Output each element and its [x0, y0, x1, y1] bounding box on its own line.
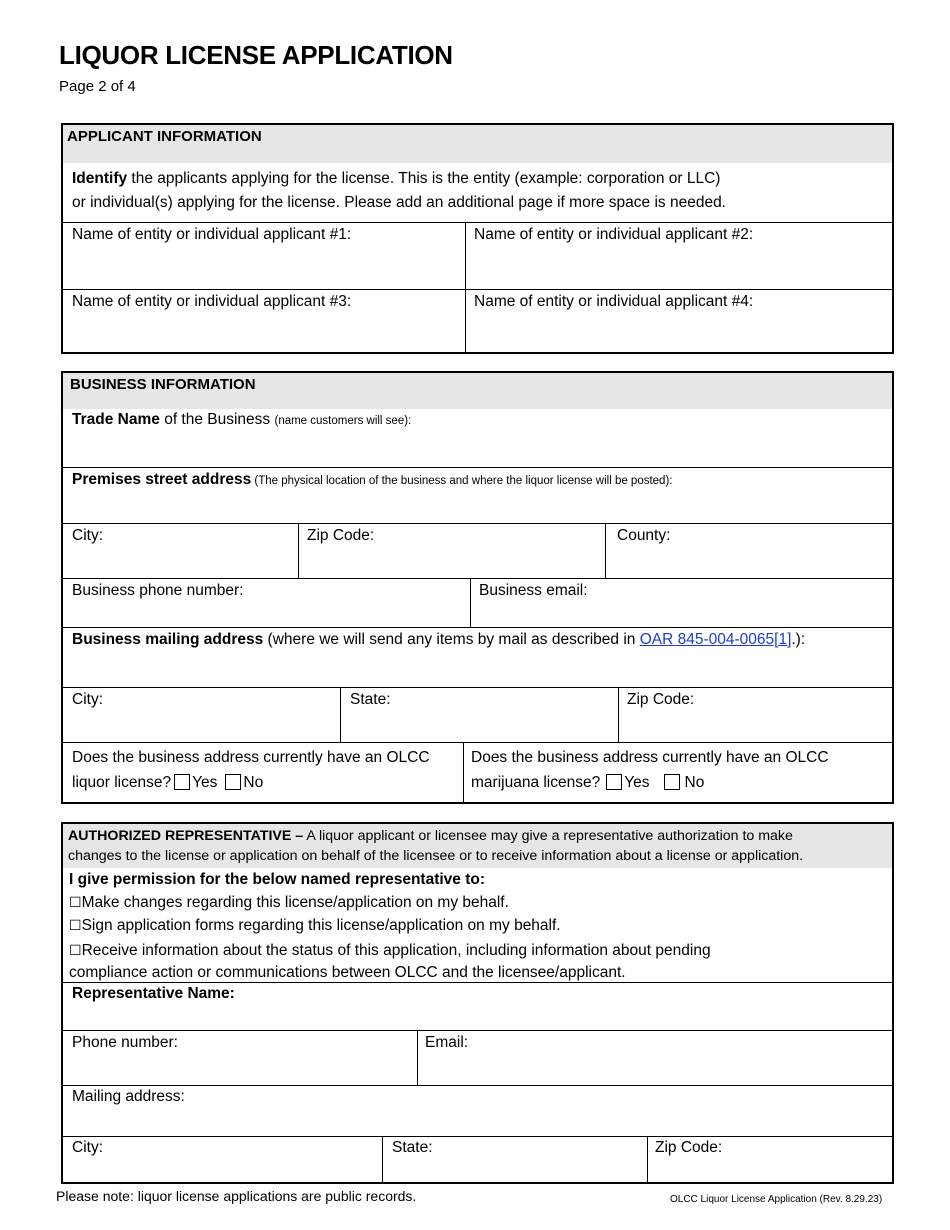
rep-heading-bold: AUTHORIZED REPRESENTATIVE –: [68, 828, 304, 844]
applicant-instructions: [72, 167, 887, 215]
applicant-2-label: Name of entity or individual applicant #2:: [474, 226, 754, 243]
identify-bold: Identify: [72, 170, 128, 187]
identify-line1: the applicants applying for the license. This is the entity (example: corporation or LLC): [127, 170, 721, 187]
perm2-label: Sign application forms regarding this license/application on my behalf.: [81, 917, 561, 934]
marijuana-license-question: [464, 743, 892, 802]
marijuana-no-label: No: [684, 774, 705, 791]
applicant-1-label: Name of entity or individual applicant #1:: [72, 226, 352, 243]
form-revision: OLCC Liquor License Application (Rev. 8.29.23): [670, 1194, 883, 1205]
public-records-note: Please note: liquor license applications are public records.: [56, 1188, 417, 1204]
perm3-line2: compliance action or communications between OLCC and the licensee/applicant.: [69, 964, 626, 981]
applicant-information-section: [61, 123, 894, 354]
business-phone-label: Business phone number:: [72, 582, 244, 599]
permission-make-changes[interactable]: [69, 894, 509, 912]
rep-zip-field[interactable]: [648, 1137, 892, 1182]
mailing-city-label: City:: [72, 691, 103, 708]
liquor-question-line2: liquor license?: [72, 774, 172, 791]
rep-heading-rest: A liquor applicant or licensee may give a representative authorization to make: [303, 828, 793, 844]
liquor-no-checkbox[interactable]: [225, 774, 241, 790]
liquor-question-line1: Does the business address currently have an OLCC: [72, 749, 430, 766]
perm3-line1: Receive information about the status of this application, including information about pending: [81, 942, 711, 959]
permission-receive-info[interactable]: [69, 940, 711, 983]
rep-zip-label: Zip Code:: [655, 1139, 723, 1156]
premises-city-field[interactable]: [63, 524, 298, 578]
mailing-zip-label: Zip Code:: [627, 691, 695, 708]
page-title: LIQUOR LICENSE APPLICATION: [59, 40, 453, 70]
identify-line2: or individual(s) applying for the license. Please add an additional page if more space is needed.: [72, 194, 726, 211]
applicant-2-field[interactable]: [466, 223, 892, 289]
checkbox-icon[interactable]: ☐: [69, 895, 82, 911]
rep-name-label: Representative Name:: [72, 985, 235, 1002]
applicant-3-field[interactable]: [63, 290, 465, 352]
rep-state-label: State:: [392, 1139, 433, 1156]
applicant-4-field[interactable]: [466, 290, 892, 352]
business-email-label: Business email:: [479, 582, 588, 599]
rep-heading-line2: changes to the license or application on behalf of the licensee or to receive information about a license or application.: [68, 848, 804, 864]
marijuana-no-checkbox[interactable]: [664, 774, 680, 790]
premises-bold: Premises street address: [72, 471, 252, 488]
business-phone-field[interactable]: [63, 579, 470, 627]
checkbox-icon[interactable]: ☐: [69, 918, 82, 934]
rep-city-label: City:: [72, 1139, 103, 1156]
mailing-state-label: State:: [350, 691, 391, 708]
premises-county-label: County:: [617, 527, 671, 544]
mailing-bold: Business mailing address: [72, 631, 264, 648]
premises-county-field[interactable]: [606, 524, 892, 578]
mailing-state-field[interactable]: [341, 688, 618, 742]
checkbox-icon[interactable]: ☐: [69, 943, 82, 959]
representative-name-field[interactable]: [63, 983, 892, 1030]
permission-heading: I give permission for the below named representative to:: [69, 871, 486, 888]
premises-note: (The physical location of the business and where the liquor license will be posted):: [251, 475, 673, 487]
marijuana-yes-label: Yes: [624, 774, 650, 791]
applicant-1-field[interactable]: [63, 223, 465, 289]
applicant-section-header: [63, 125, 892, 163]
trade-name-rest: of the Business: [159, 411, 275, 428]
rep-city-field[interactable]: [63, 1137, 382, 1182]
premises-zip-field[interactable]: [299, 524, 605, 578]
page-number: Page 2 of 4: [59, 78, 136, 95]
rep-phone-label: Phone number:: [72, 1034, 178, 1051]
applicant-4-label: Name of entity or individual applicant #4:: [474, 293, 754, 310]
premises-address-field[interactable]: [63, 468, 892, 523]
rep-state-field[interactable]: [383, 1137, 647, 1182]
trade-name-field[interactable]: [63, 409, 892, 467]
business-section-header: [63, 373, 892, 409]
business-mailing-address-field[interactable]: [63, 628, 892, 687]
marijuana-yes-checkbox[interactable]: [606, 774, 622, 790]
mailing-rest: (where we will send any items by mail as described in: [263, 631, 640, 648]
permission-sign-forms[interactable]: [69, 917, 561, 935]
trade-name-note: (name customers will see):: [274, 415, 412, 427]
mailing-zip-field[interactable]: [619, 688, 892, 742]
liquor-license-question: [63, 743, 463, 802]
rep-section-header: [63, 824, 892, 868]
rep-email-field[interactable]: [418, 1031, 892, 1085]
rep-mailing-address-field[interactable]: [63, 1086, 892, 1136]
liquor-yes-checkbox[interactable]: [174, 774, 190, 790]
mailing-end: .):: [791, 631, 806, 648]
liquor-no-label: No: [243, 774, 264, 791]
mailing-city-field[interactable]: [63, 688, 340, 742]
rep-phone-field[interactable]: [63, 1031, 417, 1085]
marijuana-question-line2: marijuana license?: [471, 774, 601, 791]
business-information-section: [61, 371, 894, 804]
oar-link[interactable]: OAR 845-004-0065[1]: [639, 631, 792, 648]
rep-email-label: Email:: [425, 1034, 469, 1051]
perm1-label: Make changes regarding this license/application on my behalf.: [81, 894, 509, 911]
premises-city-label: City:: [72, 527, 103, 544]
rep-mailing-label: Mailing address:: [72, 1088, 185, 1105]
liquor-yes-label: Yes: [192, 774, 218, 791]
applicant-3-label: Name of entity or individual applicant #3:: [72, 293, 352, 310]
business-heading: BUSINESS INFORMATION: [70, 376, 256, 393]
authorized-representative-section: [61, 822, 894, 1184]
trade-name-bold: Trade Name: [72, 411, 160, 428]
business-email-field[interactable]: [471, 579, 892, 627]
marijuana-question-line1: Does the business address currently have an OLCC: [471, 749, 829, 766]
applicant-heading: APPLICANT INFORMATION: [67, 128, 262, 145]
premises-zip-label: Zip Code:: [307, 527, 375, 544]
